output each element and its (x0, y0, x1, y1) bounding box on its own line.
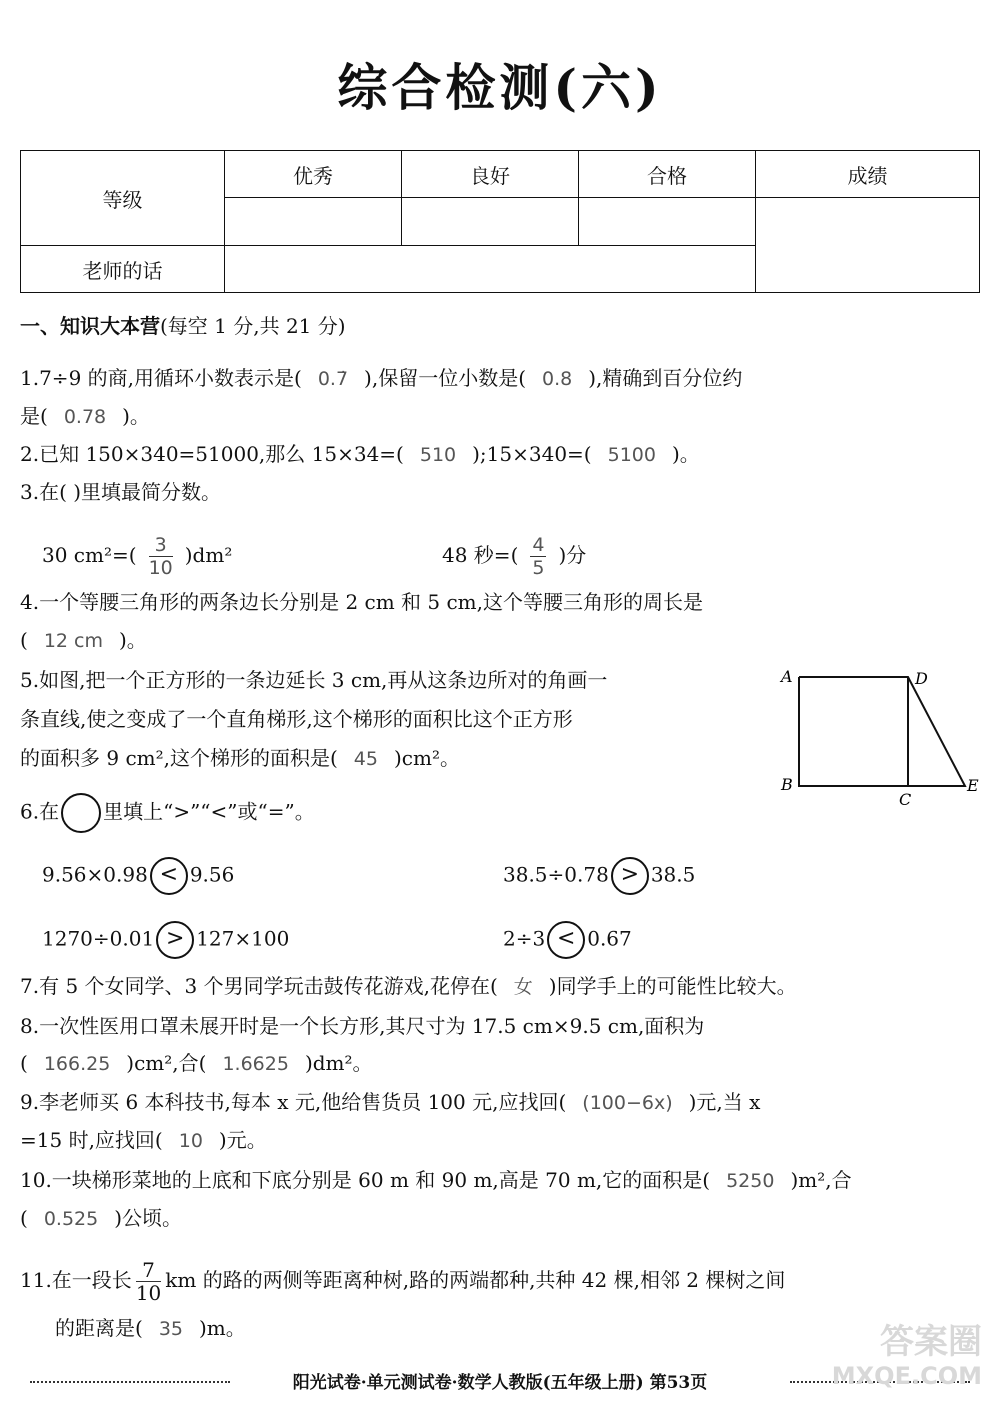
label-E: E (967, 776, 979, 795)
teacher-comment-cell[interactable] (225, 246, 756, 293)
q10-answer2: 0.525 (43, 1208, 99, 1230)
q1-answer2: 0.8 (542, 368, 573, 390)
score-cell[interactable] (756, 198, 980, 293)
q10-line2: ( 0.525 )公顷。 (20, 1206, 183, 1230)
q6-sign-2: > (611, 857, 649, 895)
q4-line1: 4.一个等腰三角形的两条边长分别是 2 cm 和 5 cm,这个等腰三角形的周长是 (20, 590, 704, 614)
label-D: D (915, 669, 928, 688)
q6-item-3: 1270÷0.01 > 127×100 (42, 921, 289, 959)
level-good: 良好 (402, 151, 579, 198)
page-title: 综合检测(六) (337, 58, 663, 117)
q9-answer2: 10 (178, 1130, 203, 1152)
q9-line2: =15 时,应找回( 10 )元。 (20, 1128, 267, 1152)
q1-line2: 是( 0.78 )。 (20, 404, 150, 428)
page-footer: 阳光试卷·单元测试卷·数学人教版(五年级上册) 第53页 (292, 1373, 708, 1393)
q11-line1: 11.在一段长 $\frac{7}{10}$ km 的路的两侧等距离种树,路的两端都种,共种 42 棵,相邻 2 棵树之间 (20, 1258, 786, 1305)
trapezoid-outline (799, 677, 965, 786)
q10-line1: 10.一块梯形菜地的上底和下底分别是 60 m 和 90 m,高是 70 m,它的面积是( 5250 )m²,合 (20, 1168, 852, 1192)
grade-table (20, 150, 980, 293)
q1-answer3: 0.78 (63, 406, 107, 428)
circle-icon (61, 793, 101, 833)
trapezoid-figure (775, 660, 990, 810)
level-good-cell[interactable] (402, 198, 579, 246)
q1-line1: 1.7÷9 的商,用循环小数表示是( 0.7̇ ),保留一位小数是( 0.8 ),精确到百分位约 (20, 366, 743, 390)
q6-sign-3: > (156, 921, 194, 959)
q10-answer1: 5250 (726, 1170, 775, 1192)
q8-answer1: 166.25 (43, 1053, 111, 1075)
q4-line2: ( 12 cm )。 (20, 628, 147, 652)
level-excellent: 优秀 (225, 151, 402, 198)
q6-item-1: 9.56×0.98 < 9.56 (42, 857, 234, 895)
q4-answer: 12 cm (43, 630, 103, 652)
q5-line2: 条直线,使之变成了一个直角梯形,这个梯形的面积比这个正方形 (20, 707, 573, 731)
label-B: B (781, 775, 793, 794)
q8-line1: 8.一次性医用口罩未展开时是一个长方形,其尺寸为 17.5 cm×9.5 cm,面积为 (20, 1014, 705, 1038)
grade-row-label: 等级 (21, 151, 225, 246)
q2-answer2: 5100 (607, 444, 656, 466)
q6-sign-4: < (547, 921, 585, 959)
q3-part2: 48 秒=( $\frac{4}{5}$ )分 (442, 534, 587, 579)
q6-item-2: 38.5÷0.78 > 38.5 (503, 857, 695, 895)
q6-item-4: 2÷3 < 0.67 (503, 921, 632, 959)
q3-stem: 3.在( )里填最简分数。 (20, 480, 222, 504)
q7-answer: 女 (513, 976, 533, 998)
watermark-logo: 答案圈 MXQE.COM (831, 1322, 982, 1390)
level-pass: 合格 (579, 151, 756, 198)
q9-line1: 9.李老师买 6 本科技书,每本 x 元,他给售货员 100 元,应找回( (100−6x) )元,当 x (20, 1090, 761, 1114)
section-header: 一、知识大本营(每空 1 分,共 21 分) (20, 314, 346, 338)
q5-line1: 5.如图,把一个正方形的一条边延长 3 cm,再从这条边所对的角画一 (20, 668, 608, 692)
teacher-comment-label: 老师的话 (21, 246, 225, 293)
q6-stem: 6.在 里填上“>”“<”或“=”。 (20, 793, 315, 833)
q6-sign-1: < (150, 857, 188, 895)
q9-answer1: (100−6x) (582, 1092, 673, 1114)
level-pass-cell[interactable] (579, 198, 756, 246)
label-A: A (781, 667, 793, 686)
q2-answer1: 510 (419, 444, 457, 466)
q5-line3: 的面积多 9 cm²,这个梯形的面积是( 45 )cm²。 (20, 746, 460, 770)
q3-part1: 30 cm²=( $\frac{3}{10}$ )dm² (42, 534, 233, 579)
q2-line: 2.已知 150×340=51000,那么 15×34=( 510 );15×340=( 5100 )。 (20, 442, 700, 466)
q1-answer1: 0.7̇ (317, 368, 349, 390)
level-excellent-cell[interactable] (225, 198, 402, 246)
q11-line2: 的距离是( 35 )m。 (55, 1316, 246, 1340)
label-C: C (899, 790, 912, 809)
q11-answer: 35 (158, 1318, 183, 1340)
score-label: 成绩 (756, 151, 980, 198)
q7-line: 7.有 5 个女同学、3 个男同学玩击鼓传花游戏,花停在( 女 )同学手上的可能性比较大。 (20, 974, 797, 998)
q8-answer2: 1.6625 (222, 1053, 289, 1075)
q8-line2: ( 166.25 )cm²,合( 1.6625 )dm²。 (20, 1051, 373, 1075)
q5-answer: 45 (353, 748, 378, 770)
